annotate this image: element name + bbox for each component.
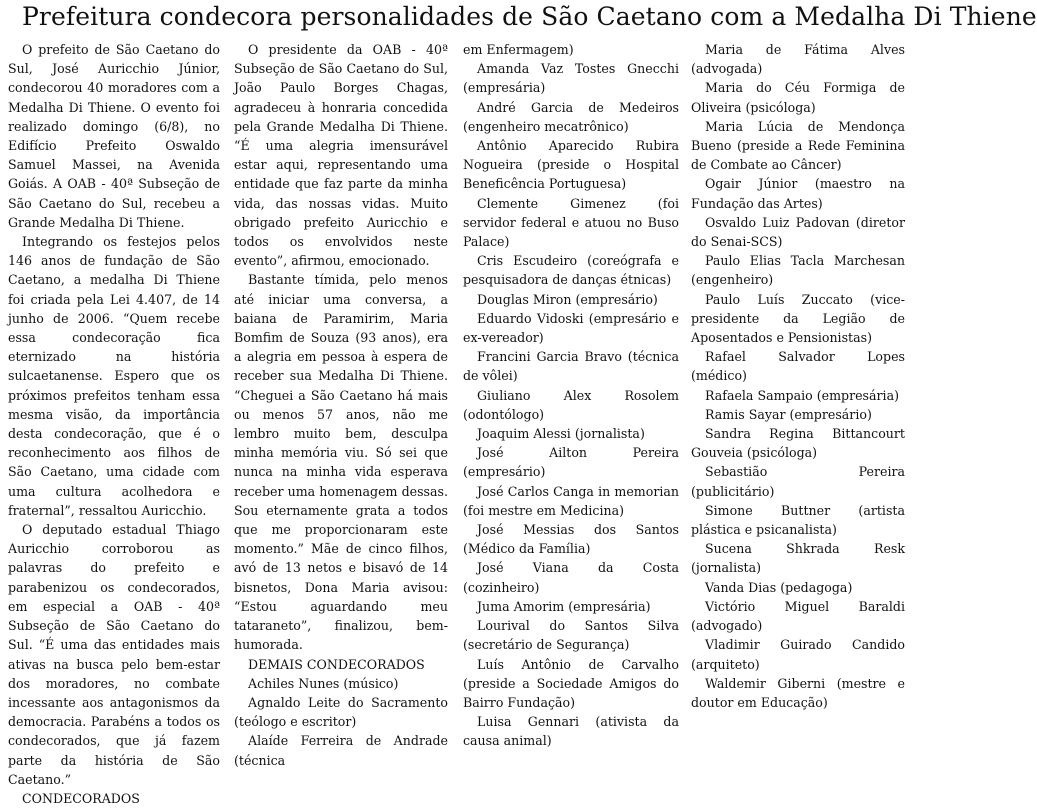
honoree-item: José Carlos Canga in memorian (foi mestre em Medicina) bbox=[463, 483, 679, 518]
honoree-list-column-4 bbox=[691, 40, 905, 710]
honoree-item: Cris Escudeiro (coreógrafa e pesquisadora de danças étnicas) bbox=[463, 253, 679, 288]
article-column-2 bbox=[234, 40, 448, 768]
honoree-list-column-3 bbox=[463, 40, 679, 749]
section-heading-demais-condecorados: DEMAIS CONDECORADOS bbox=[248, 656, 425, 672]
honoree-item: Sebastião Pereira (publicitário) bbox=[691, 464, 905, 499]
honoree-item: Lourival do Santos Silva (secretário de Segurança) bbox=[463, 618, 679, 653]
honoree-item: Maria de Fátima Alves (advogada) bbox=[691, 42, 905, 77]
honoree-item: Antônio Aparecido Rubira Nogueira (preside o Hospital Beneficência Portuguesa) bbox=[463, 138, 679, 192]
honoree-item: Eduardo Vidoski (empresário e ex-vereador) bbox=[463, 310, 679, 346]
honoree-item: José Viana da Costa (cozinheiro) bbox=[463, 560, 679, 595]
honoree-item: Giuliano Alex Rosolem (odontólogo) bbox=[463, 387, 679, 422]
article-column-1 bbox=[8, 40, 220, 806]
honoree-item: André Garcia de Medeiros (engenheiro mecatrônico) bbox=[463, 99, 679, 134]
honoree-item: Ogair Júnior (maestro na Fundação das Artes) bbox=[691, 176, 905, 211]
honoree-item: Clemente Gimenez (foi servidor federal e atuou no Buso Palace) bbox=[463, 195, 679, 250]
honoree-item: em Enfermagem) bbox=[463, 42, 574, 57]
honoree-item: Juma Amorim (empresária) bbox=[477, 598, 651, 614]
article-paragraph: Integrando os festejos pelos 146 anos de fundação de São Caetano, a medalha Di Thiene foi criada pela Lei 4.407, de 14 junho de 2006. “Quem recebe essa condecoração fica eternizado na história sulcaetanense. Espero que os próximos prefeitos tenham essa mesma visão, da importância desta condecoração, que é o reconhecimento aos filhos de São Caetano, uma cidade com uma cultura acolhedora e fraternal”, ressaltou Auricchio. bbox=[8, 234, 220, 518]
honoree-item: Amanda Vaz Tostes Gnecchi (empresária) bbox=[463, 61, 679, 96]
honoree-item: Luisa Gennari (ativista da causa animal) bbox=[463, 714, 679, 749]
honoree-item: Osvaldo Luiz Padovan (diretor do Senai-SCS) bbox=[691, 214, 905, 250]
honoree-item: Ramis Sayar (empresário) bbox=[705, 406, 872, 422]
honoree-item: Sandra Regina Bittancourt Gouveia (psicóloga) bbox=[691, 426, 905, 461]
honoree-item: Paulo Luís Zuccato (vice-presidente da Legião de Aposentados e Pensionistas) bbox=[691, 291, 905, 346]
honoree-item: Paulo Elias Tacla Marchesan (engenheiro) bbox=[691, 253, 905, 288]
honoree-item: Sucena Shkrada Resk (jornalista) bbox=[691, 541, 905, 576]
article-paragraph: O prefeito de São Caetano do Sul, José Auricchio Júnior, condecorou 40 moradores com a Medalha Di Thiene. O evento foi realizado domingo (6/8), no Edifício Prefeito Oswaldo Samuel Massei, na Avenida Goiás. A OAB - 40ª Subseção de São Caetano do Sul, recebeu a Grande Medalha Di Thiene. bbox=[8, 42, 220, 230]
honoree-item: Vanda Dias (pedagoga) bbox=[705, 579, 853, 595]
article-paragraph: Bastante tímida, pelo menos até iniciar uma conversa, a baiana de Paramirim, Maria Bomfim de Souza (93 anos), era a alegria em pessoa à espera de receber sua Medalha Di Thiene. “Cheguei a São Caetano há mais ou menos 57 anos, não me lembro muito bem, desculpa minha memória viu. Só sei que nunca na minha vida esperava receber uma homenagem dessas. Sou eternamente grata a todos que me proporcionaram este momento.” Mãe de cinco filhos, avó de 13 netos e bisavó de 14 bisnetos, Dona Maria avisou: “Estou aguardando meu tataraneto”, finalizou, bem-humorada. bbox=[234, 272, 448, 653]
honoree-item: Victório Miguel Baraldi (advogado) bbox=[691, 598, 905, 634]
article-headline: Prefeitura condecora personalidades de São Caetano com a Medalha Di Thiene bbox=[22, 2, 1037, 31]
honoree-item: Vladimir Guirado Candido (arquiteto) bbox=[691, 637, 905, 672]
honoree-item: Alaíde Ferreira de Andrade (técnica bbox=[234, 733, 448, 768]
honoree-item: Luís Antônio de Carvalho (preside a Sociedade Amigos do Bairro Fundação) bbox=[463, 656, 679, 710]
honoree-item: Rafaela Sampaio (empresária) bbox=[705, 387, 899, 403]
honoree-item: Francini Garcia Bravo (técnica de vôlei) bbox=[463, 349, 679, 384]
honoree-item: Achiles Nunes (músico) bbox=[248, 675, 399, 691]
honoree-item: Maria do Céu Formiga de Oliveira (psicóloga) bbox=[691, 80, 905, 115]
honoree-item: José Ailton Pereira (empresário) bbox=[463, 445, 679, 480]
honoree-item: Simone Buttner (artista plástica e psicanalista) bbox=[691, 502, 905, 538]
honoree-item: Maria Lúcia de Mendonça Bueno (preside a Rede Feminina de Combate ao Câncer) bbox=[691, 118, 905, 173]
honoree-item: Joaquim Alessi (jornalista) bbox=[477, 426, 645, 442]
article-paragraph: O deputado estadual Thiago Auricchio corroborou as palavras do prefeito e parabenizou os condecorados, em especial a OAB - 40ª Subseção de São Caetano do Sul. “É uma das entidades mais ativas na busca pelo bem-estar dos moradores, no combate incessante aos antagonismos da democracia. Parabéns a todos os condecorados, que já fazem parte da história de São Caetano.” bbox=[8, 522, 220, 787]
honoree-item: Waldemir Giberni (mestre e doutor em Educação) bbox=[691, 675, 905, 710]
honoree-item: José Messias dos Santos (Médico da Família) bbox=[463, 522, 679, 557]
honoree-item: Agnaldo Leite do Sacramento (teólogo e escritor) bbox=[234, 694, 448, 730]
article-paragraph: O presidente da OAB - 40ª Subseção de São Caetano do Sul, João Paulo Borges Chagas, agradeceu à honraria concedida pela Grande Medalha Di Thiene. “É uma alegria imensurável estar aqui, representando uma entidade que faz parte da minha vida, das nossas vidas. Muito obrigado prefeito Auricchio e todos os envolvidos neste evento”, afirmou, emocionado. bbox=[234, 42, 448, 269]
honoree-item: Rafael Salvador Lopes (médico) bbox=[691, 349, 905, 384]
section-heading-condecorados: CONDECORADOS bbox=[22, 790, 140, 806]
honoree-item: Douglas Miron (empresário) bbox=[477, 291, 658, 307]
